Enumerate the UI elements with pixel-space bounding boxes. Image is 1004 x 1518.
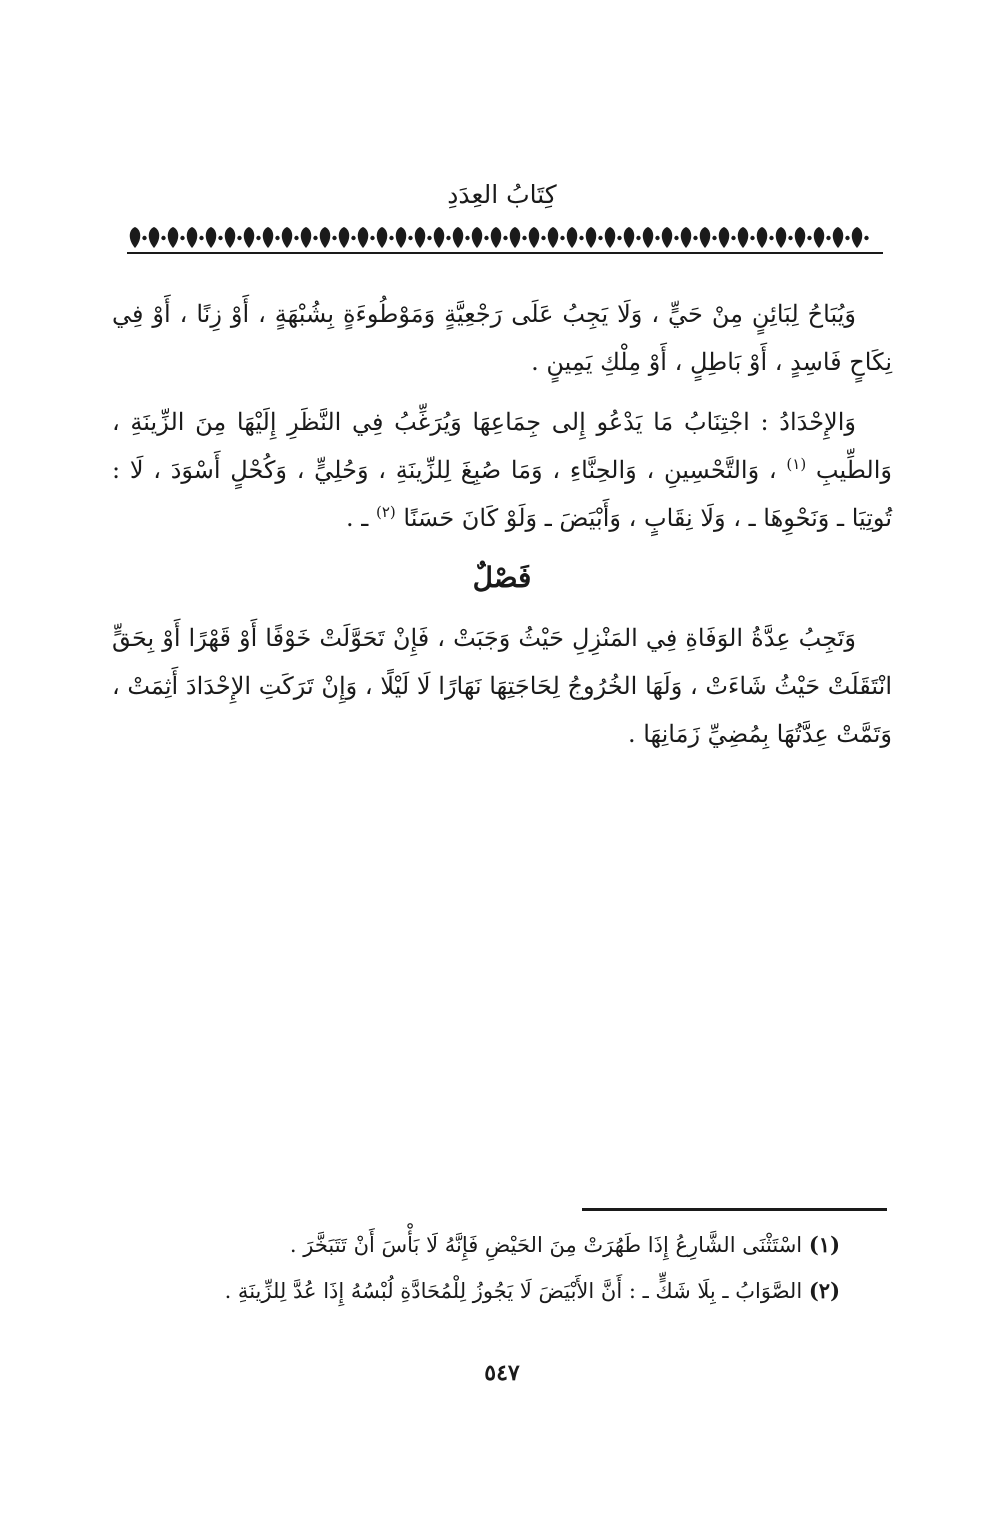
footnote-number: (٢) bbox=[808, 1278, 840, 1303]
paragraph-mubah: وَيُبَاحُ لِبَائِنٍ مِنْ حَيٍّ ، وَلَا يَجِبُ عَلَى رَجْعِيَّةٍ وَمَوْطُوءَةٍ بِشُبْهَةٍ ، أَوْ زِنًا ، أَوْ فِي نِكَاحٍ فَاسِدٍ ، أَوْ بَاطِلٍ ، أَوْ مِلْكِ يَمِينٍ . bbox=[112, 300, 892, 376]
footnote-2 bbox=[112, 1268, 840, 1314]
footnote-text: الصَّوَابُ ـ بِلَا شَكٍّ ـ : أَنَّ الأَبْيَضَ لَا يَجُوزُ لِلْمُحَادَّةِ لُبْسُهُ إِذَا عُدَّ لِلزِّينَةِ . bbox=[224, 1279, 803, 1303]
ihdad-text-part-2: ، وَالتَّحْسِينِ ، وَالحِنَّاءِ ، وَمَا صُبِغَ لِلزِّينَةِ ، وَحُلِيٍّ ، وَكُحْلٍ أَسْوَدَ ، لَا : تُوتِيَا ـ وَنَحْوِهَا ـ ، وَلَا نِقَابٍ ، وَأَبْيَضَ ـ وَلَوْ كَانَ حَسَنًا bbox=[112, 456, 892, 532]
section-heading-fasl: فَصْلٌ bbox=[472, 561, 532, 594]
footnote-ref-1[interactable]: (١) bbox=[786, 455, 807, 473]
page-number: ٥٤٧ bbox=[484, 1360, 520, 1386]
footnote-1 bbox=[112, 1222, 840, 1268]
ihdad-text-part-3: ـ . bbox=[346, 504, 369, 532]
footnote-number: (١) bbox=[808, 1232, 840, 1257]
ornamental-border bbox=[125, 222, 885, 256]
ihdad-text-part-1: وَالإِحْدَادُ : اجْتِنَابُ مَا يَدْعُو إِلى جِمَاعِهَا وَيُرَغِّبُ فِي النَّظَرِ إِلَيْهَا مِنَ الزِّينَةِ ، وَالطِّيبِ bbox=[112, 408, 892, 484]
footnote-text: اسْتَثْنَى الشَّارِعُ إِذَا طَهُرَتْ مِنَ الحَيْضِ فَإِنَّهُ لَا بَأْسَ أَنْ تَتَبَخَّرَ . bbox=[289, 1233, 803, 1257]
footnote-ref-2[interactable]: (٢) bbox=[375, 503, 396, 521]
main-text bbox=[112, 290, 892, 758]
footnotes bbox=[112, 1222, 840, 1314]
running-header-title: كِتَابُ العِدَدِ bbox=[447, 180, 557, 209]
paragraph-ihdad bbox=[112, 398, 892, 542]
paragraph-iddat-wafat: وَتَجِبُ عِدَّةُ الوَفَاةِ فِي المَنْزِلِ حَيْثُ وَجَبَتْ ، فَإِنْ تَحَوَّلَتْ خَوْفًا أَوْ قَهْرًا أَوْ بِحَقٍّ انْتَقَلَتْ حَيْثُ شَاءَتْ ، وَلَهَا الخُرُوجُ لِحَاجَتِهَا نَهَارًا لَا لَيْلًا ، وَإِنْ تَرَكَتِ الإِحْدَادَ أَثِمَتْ ، وَتَمَّتْ عِدَّتُهَا بِمُضِيِّ زَمَانِهَا . bbox=[112, 624, 893, 748]
footnote-separator bbox=[582, 1208, 887, 1211]
